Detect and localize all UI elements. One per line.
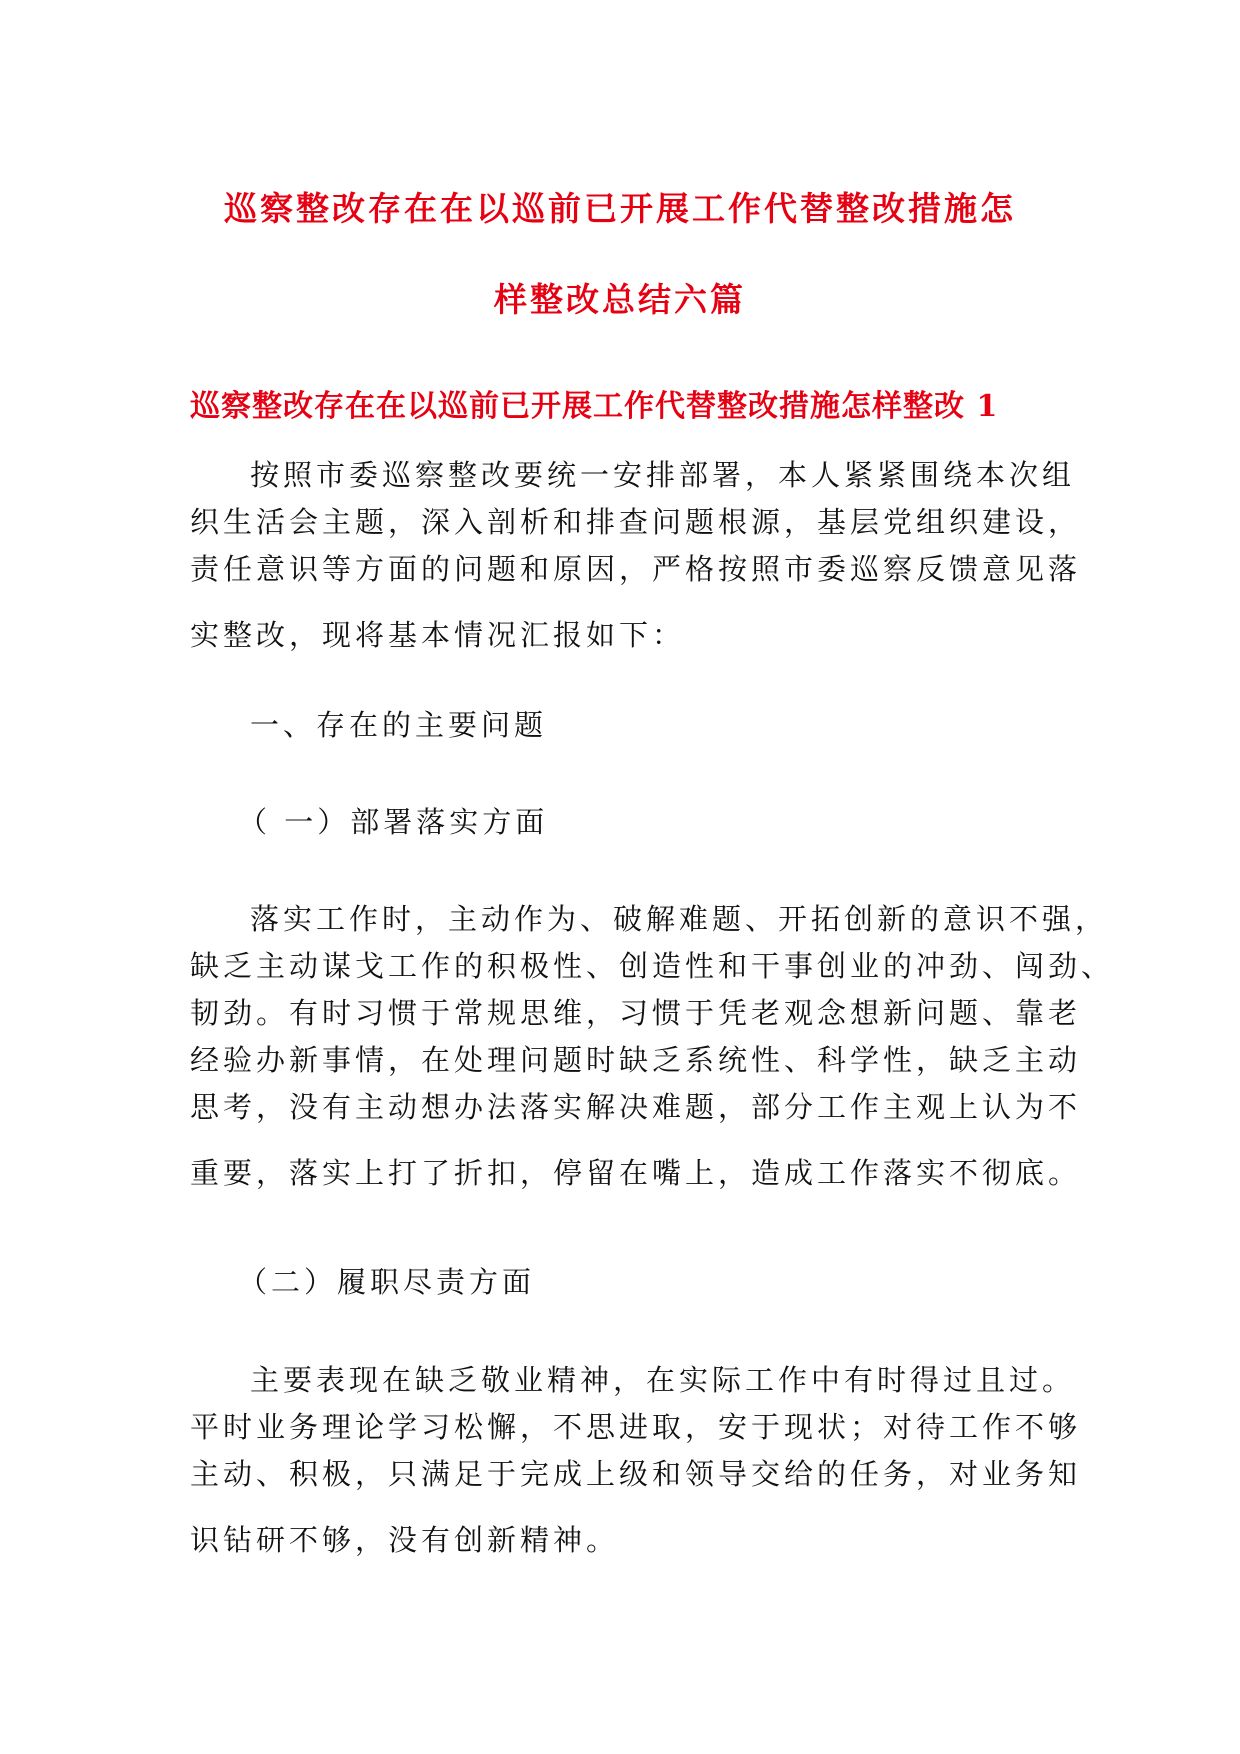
text-line: 责任意识等方面的问题和原因，严格按照市委巡察反馈意见落	[190, 552, 1082, 586]
text-line: 思考，没有主动想办法落实解决难题，部分工作主观上认为不	[190, 1090, 1082, 1124]
document-title-line-2: 样整改总结六篇	[494, 280, 746, 319]
text-line: 实整改，现将基本情况汇报如下：	[190, 618, 686, 652]
text-line: 重要，落实上打了折扣，停留在嘴上，造成工作落实不彻底。	[190, 1156, 1082, 1190]
text-line: （ 一）部署落实方面	[238, 805, 549, 839]
text-line: （二）履职尽责方面	[238, 1265, 536, 1299]
text-line: 缺乏主动谋戈工作的积极性、创造性和干事创业的冲劲、闯劲、	[190, 949, 1115, 983]
text-line: 经验办新事情，在处理问题时缺乏系统性、科学性，缺乏主动	[190, 1043, 1082, 1077]
section-heading: 巡察整改存在在以巡前已开展工作代替整改措施怎样整改 1	[190, 389, 999, 424]
text-line: 主要表现在缺乏敬业精神，在实际工作中有时得过且过。	[250, 1363, 1076, 1397]
text-line: 织生活会主题，深入剖析和排查问题根源，基层党组织建设，	[190, 505, 1082, 539]
text-line: 一、存在的主要问题	[250, 708, 548, 742]
text-line: 韧劲。有时习惯于常规思维，习惯于凭老观念想新问题、靠老	[190, 996, 1082, 1030]
text-line: 落实工作时，主动作为、破解难题、开拓创新的意识不强，	[250, 902, 1109, 936]
text-line: 平时业务理论学习松懈，不思进取，安于现状；对待工作不够	[190, 1410, 1082, 1444]
document-title-line-1: 巡察整改存在在以巡前已开展工作代替整改措施怎	[224, 189, 1016, 228]
text-line: 主动、积极，只满足于完成上级和领导交给的任务，对业务知	[190, 1457, 1082, 1491]
text-line: 按照市委巡察整改要统一安排部署，本人紧紧围绕本次组	[250, 458, 1076, 492]
text-line: 识钻研不够，没有创新精神。	[190, 1523, 620, 1557]
